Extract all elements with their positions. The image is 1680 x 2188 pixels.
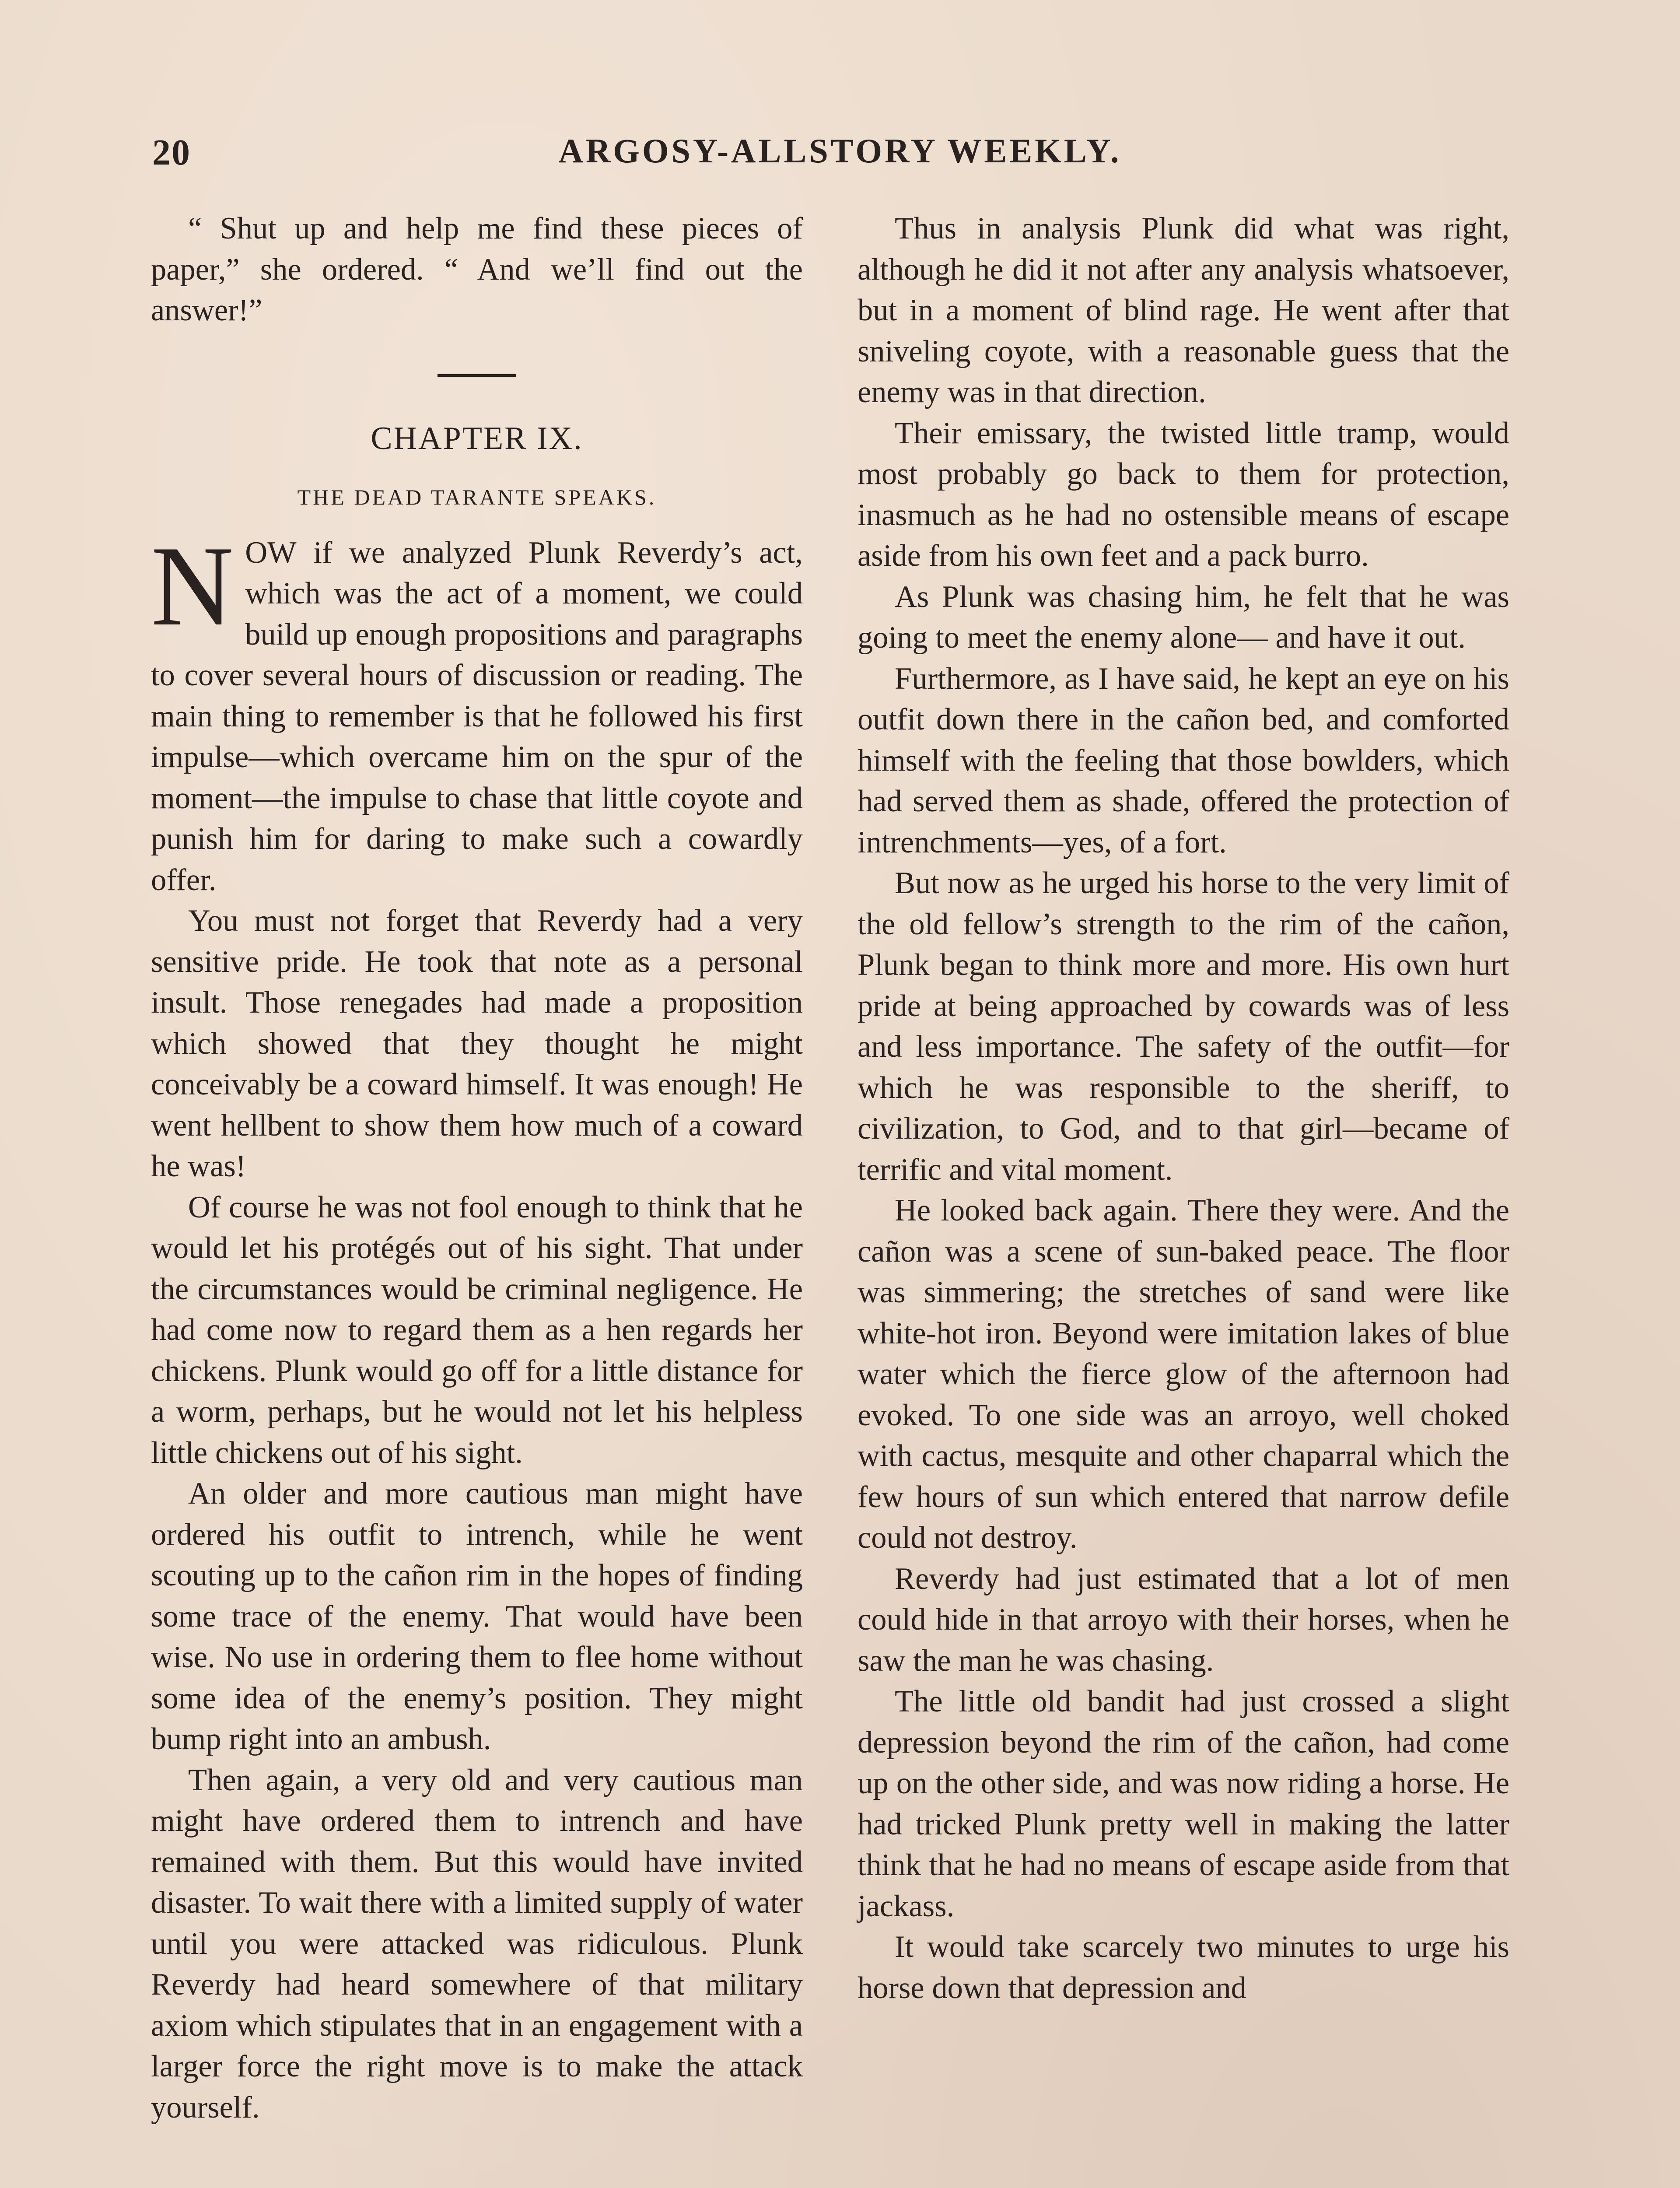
left-column <box>151 208 803 2128</box>
body-paragraph: Furthermore, as I have said, he kept an eye on his outfit down there in the cañon bed, and comforted himself with the feeling that those bowlders, which had served them as shade, offered the protection of intrenchments—yes, of a fort. <box>858 661 1509 859</box>
body-paragraph: He looked back again. There they were. And the cañon was a scene of sun-baked peace. The floor was simmering; the stretches of sand were like white-hot iron. Beyond were imitation lakes of blue water which the fierce glow of the afternoon had evoked. To one side was an arroyo, well choked with cactus, mesquite and other chaparral which the few hours of sun which entered that narrow defile could not destroy. <box>858 1193 1509 1555</box>
body-paragraph: Thus in analysis Plunk did what was right, although he did it not after any analysis whatsoever, but in a moment of blind rage. He went after that sniveling coyote, with a reasonable guess that the enemy was in that direction. <box>858 211 1509 409</box>
chapter-title: CHAPTER IX. <box>371 420 583 456</box>
body-paragraph: You must not forget that Reverdy had a very sensitive pride. He took that note as a personal insult. Those renegades had made a proposition which showed that they thought he might conceivably be a coward himself. It was enough! He went hellbent to show them how much of a coward he was! <box>151 904 803 1183</box>
body-paragraph: An older and more cautious man might have ordered his outfit to intrench, while he went scouting up to the cañon rim in the hopes of finding some trace of the enemy. That would have been wise. No use in ordering them to flee home without some idea of the enemy’s position. They might bump right into an ambush. <box>151 1476 803 1756</box>
page-number: 20 <box>152 132 191 173</box>
first-word-rest: OW <box>245 535 297 570</box>
chapter-subtitle: THE DEAD TARANTE SPEAKS. <box>297 484 657 509</box>
running-head <box>152 131 1528 179</box>
body-paragraph: Reverdy had just estimated that a lot of men could hide in that arroyo with their horses, when he saw the man he was chasing. <box>858 1561 1509 1678</box>
drop-cap: N <box>151 522 234 649</box>
chapter-opening-paragraph <box>151 522 803 901</box>
body-paragraph: Of course he was not fool enough to think that he would let his protégés out of his sight. That under the circumstances would be criminal negligence. He had come now to regard them as a hen regards her chickens. Plunk would go off for a little distance for a worm, perhaps, but he would not let his helpless little chickens out of his sight. <box>151 1190 803 1470</box>
body-paragraph: As Plunk was chasing him, he felt that he was going to meet the enemy alone— and have it out. <box>858 579 1509 655</box>
section-divider <box>438 374 516 377</box>
body-paragraph: The little old bandit had just crossed a slight depression beyond the rim of the cañon, had come up on the other side, and was now riding a horse. He had tricked Plunk pretty well in making the latter think that he had no means of escape aside from that jackass. <box>858 1684 1509 1923</box>
opening-dialogue-paragraph: “ Shut up and help me find these pieces of paper,” she ordered. “ And we’ll find out the answer!” <box>151 211 803 327</box>
publication-title: ARGOSY-ALLSTORY WEEKLY. <box>558 132 1122 170</box>
first-paragraph-text: if we analyzed Plunk Reverdy’s act, which was the act of a moment, we could build up enough propositions and paragraphs to cover several hours of discussion or reading. The main thing to remember is that he followed his first impulse—which overcame him on the spur of the moment—the impulse to chase that little coyote and punish him for daring to make such a cowardly offer. <box>151 535 803 897</box>
body-paragraph: But now as he urged his horse to the very limit of the old fellow’s strength to the rim of the cañon, Plunk began to think more and more. His own hurt pride at being approached by cowards was of less and less importance. The safety of the outfit—for which he was responsible to the sheriff, to civilization, to God, and to that girl—became of terrific and vital moment. <box>858 866 1509 1187</box>
body-paragraph: Then again, a very old and very cautious man might have ordered them to intrench and have remained with them. But this would have invited disaster. To wait there with a limited supply of water until you were attacked was ridiculous. Plunk Reverdy had heard somewhere of that military axiom which stipulates that in an engagement with a larger force the right move is to make the attack yourself. <box>151 1763 803 2125</box>
body-paragraph: Their emissary, the twisted little tramp, would most probably go back to them for protection, inasmuch as he had no ostensible means of escape aside from his own feet and a pack burro. <box>858 416 1509 573</box>
body-paragraph: It would take scarcely two minutes to urge his horse down that depression and <box>858 1930 1509 2005</box>
right-column <box>858 208 1509 2009</box>
